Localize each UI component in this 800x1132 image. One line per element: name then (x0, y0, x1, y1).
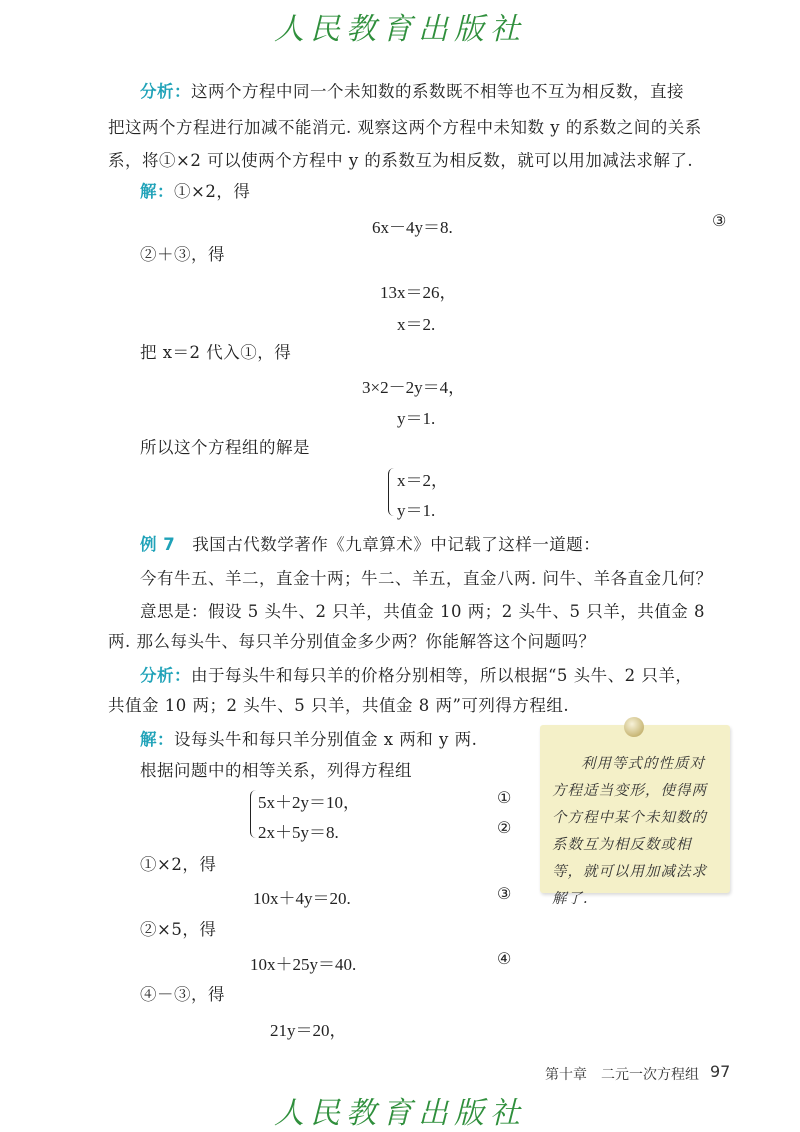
solution-1-step-2: ②＋③，得 (140, 245, 225, 264)
solution-2-step-3: ④－③，得 (140, 985, 225, 1004)
example-label: 例 7 (140, 535, 176, 554)
example-7-intro: 例 7 我国古代数学著作《九章算术》中记载了这样一道题： (140, 535, 601, 554)
system-equation-2: 2x＋5y＝8. (258, 823, 339, 842)
chapter-title: 第十章 二元一次方程组 (545, 1067, 699, 1083)
analysis-2-line-1: 分析：由于每头牛和每只羊的价格分别相等，所以根据“5 头牛、2 只羊， (140, 666, 693, 685)
publisher-logo-bottom: 人民教育出版社 (274, 1096, 526, 1131)
equation-21y: 21y＝20， (270, 1021, 347, 1040)
analysis-1-line-3: 系，将①×2 可以使两个方程中 y 的系数互为相反数，就可以用加减法求解了. (108, 151, 694, 170)
analysis-label-2: 分析： (140, 666, 191, 685)
solution-brace (388, 468, 395, 516)
equation-3b: 10x＋4y＝20. (253, 889, 351, 908)
equation-tag-3a: ③ (712, 211, 727, 230)
equation-tag-4: ④ (497, 949, 512, 968)
equation-substitute: 3×2－2y＝4， (362, 378, 466, 397)
pushpin-icon (624, 717, 644, 737)
margin-note (540, 725, 730, 907)
equation-x-2: x＝2. (397, 315, 436, 334)
margin-note-text: 利用等式的性质对方程适当变形，使得两个方程中某个未知数的系数互为相反数或相等，就可以用加减法求解了. (552, 756, 707, 907)
solution-y: y＝1. (397, 501, 436, 520)
system-brace (250, 790, 257, 838)
analysis-label: 分析： (140, 82, 191, 101)
analysis-1-line-1: 分析：这两个方程中同一个未知数的系数既不相等也不互为相反数，直接 (140, 82, 684, 101)
example-7-classical: 今有牛五、羊二，直金十两；牛二、羊五，直金八两. 问牛、羊各直金几何？ (140, 569, 713, 588)
solution-x: x＝2， (397, 471, 448, 490)
solution-1-step-3: 把 x＝2 代入①，得 (140, 343, 292, 362)
solution-label-2: 解： (140, 730, 174, 749)
analysis-2-line-2: 共值金 10 两；2 头牛、5 只羊，共值金 8 两”可列得方程组. (108, 696, 570, 715)
publisher-logo-top: 人民教育出版社 (274, 12, 526, 47)
analysis-1-line-2: 把这两个方程进行加减不能消元. 观察这两个方程中未知数 y 的系数之间的关系 (108, 118, 702, 137)
example-7-meaning-2: 两. 那么每头牛、每只羊分别值金多少两？你能解答这个问题吗？ (108, 632, 596, 651)
equation-4: 10x＋25y＝40. (250, 955, 357, 974)
equation-y-1: y＝1. (397, 409, 436, 428)
equation-3a: 6x－4y＝8. (372, 218, 453, 237)
solution-2-step-1: ①×2，得 (140, 855, 217, 874)
system-tag-1: ① (497, 788, 512, 807)
solution-2-line-1: 解：设每头牛和每只羊分别值金 x 两和 y 两. (140, 730, 478, 749)
equation-tag-3b: ③ (497, 884, 512, 903)
solution-1-step-4: 所以这个方程组的解是 (140, 438, 310, 457)
solution-1-step-1: 解：①×2，得 (140, 182, 251, 201)
solution-2-step-2: ②×5，得 (140, 920, 217, 939)
page-number: 97 (710, 1062, 731, 1081)
system-tag-2: ② (497, 818, 512, 837)
solution-label: 解： (140, 182, 174, 201)
equation-13x: 13x＝26， (380, 283, 457, 302)
solution-2-line-2: 根据问题中的相等关系，列得方程组 (140, 761, 412, 780)
system-equation-1: 5x＋2y＝10， (258, 793, 360, 812)
example-7-meaning-1: 意思是：假设 5 头牛、2 只羊，共值金 10 两；2 头牛、5 只羊，共值金 8 (140, 602, 705, 621)
